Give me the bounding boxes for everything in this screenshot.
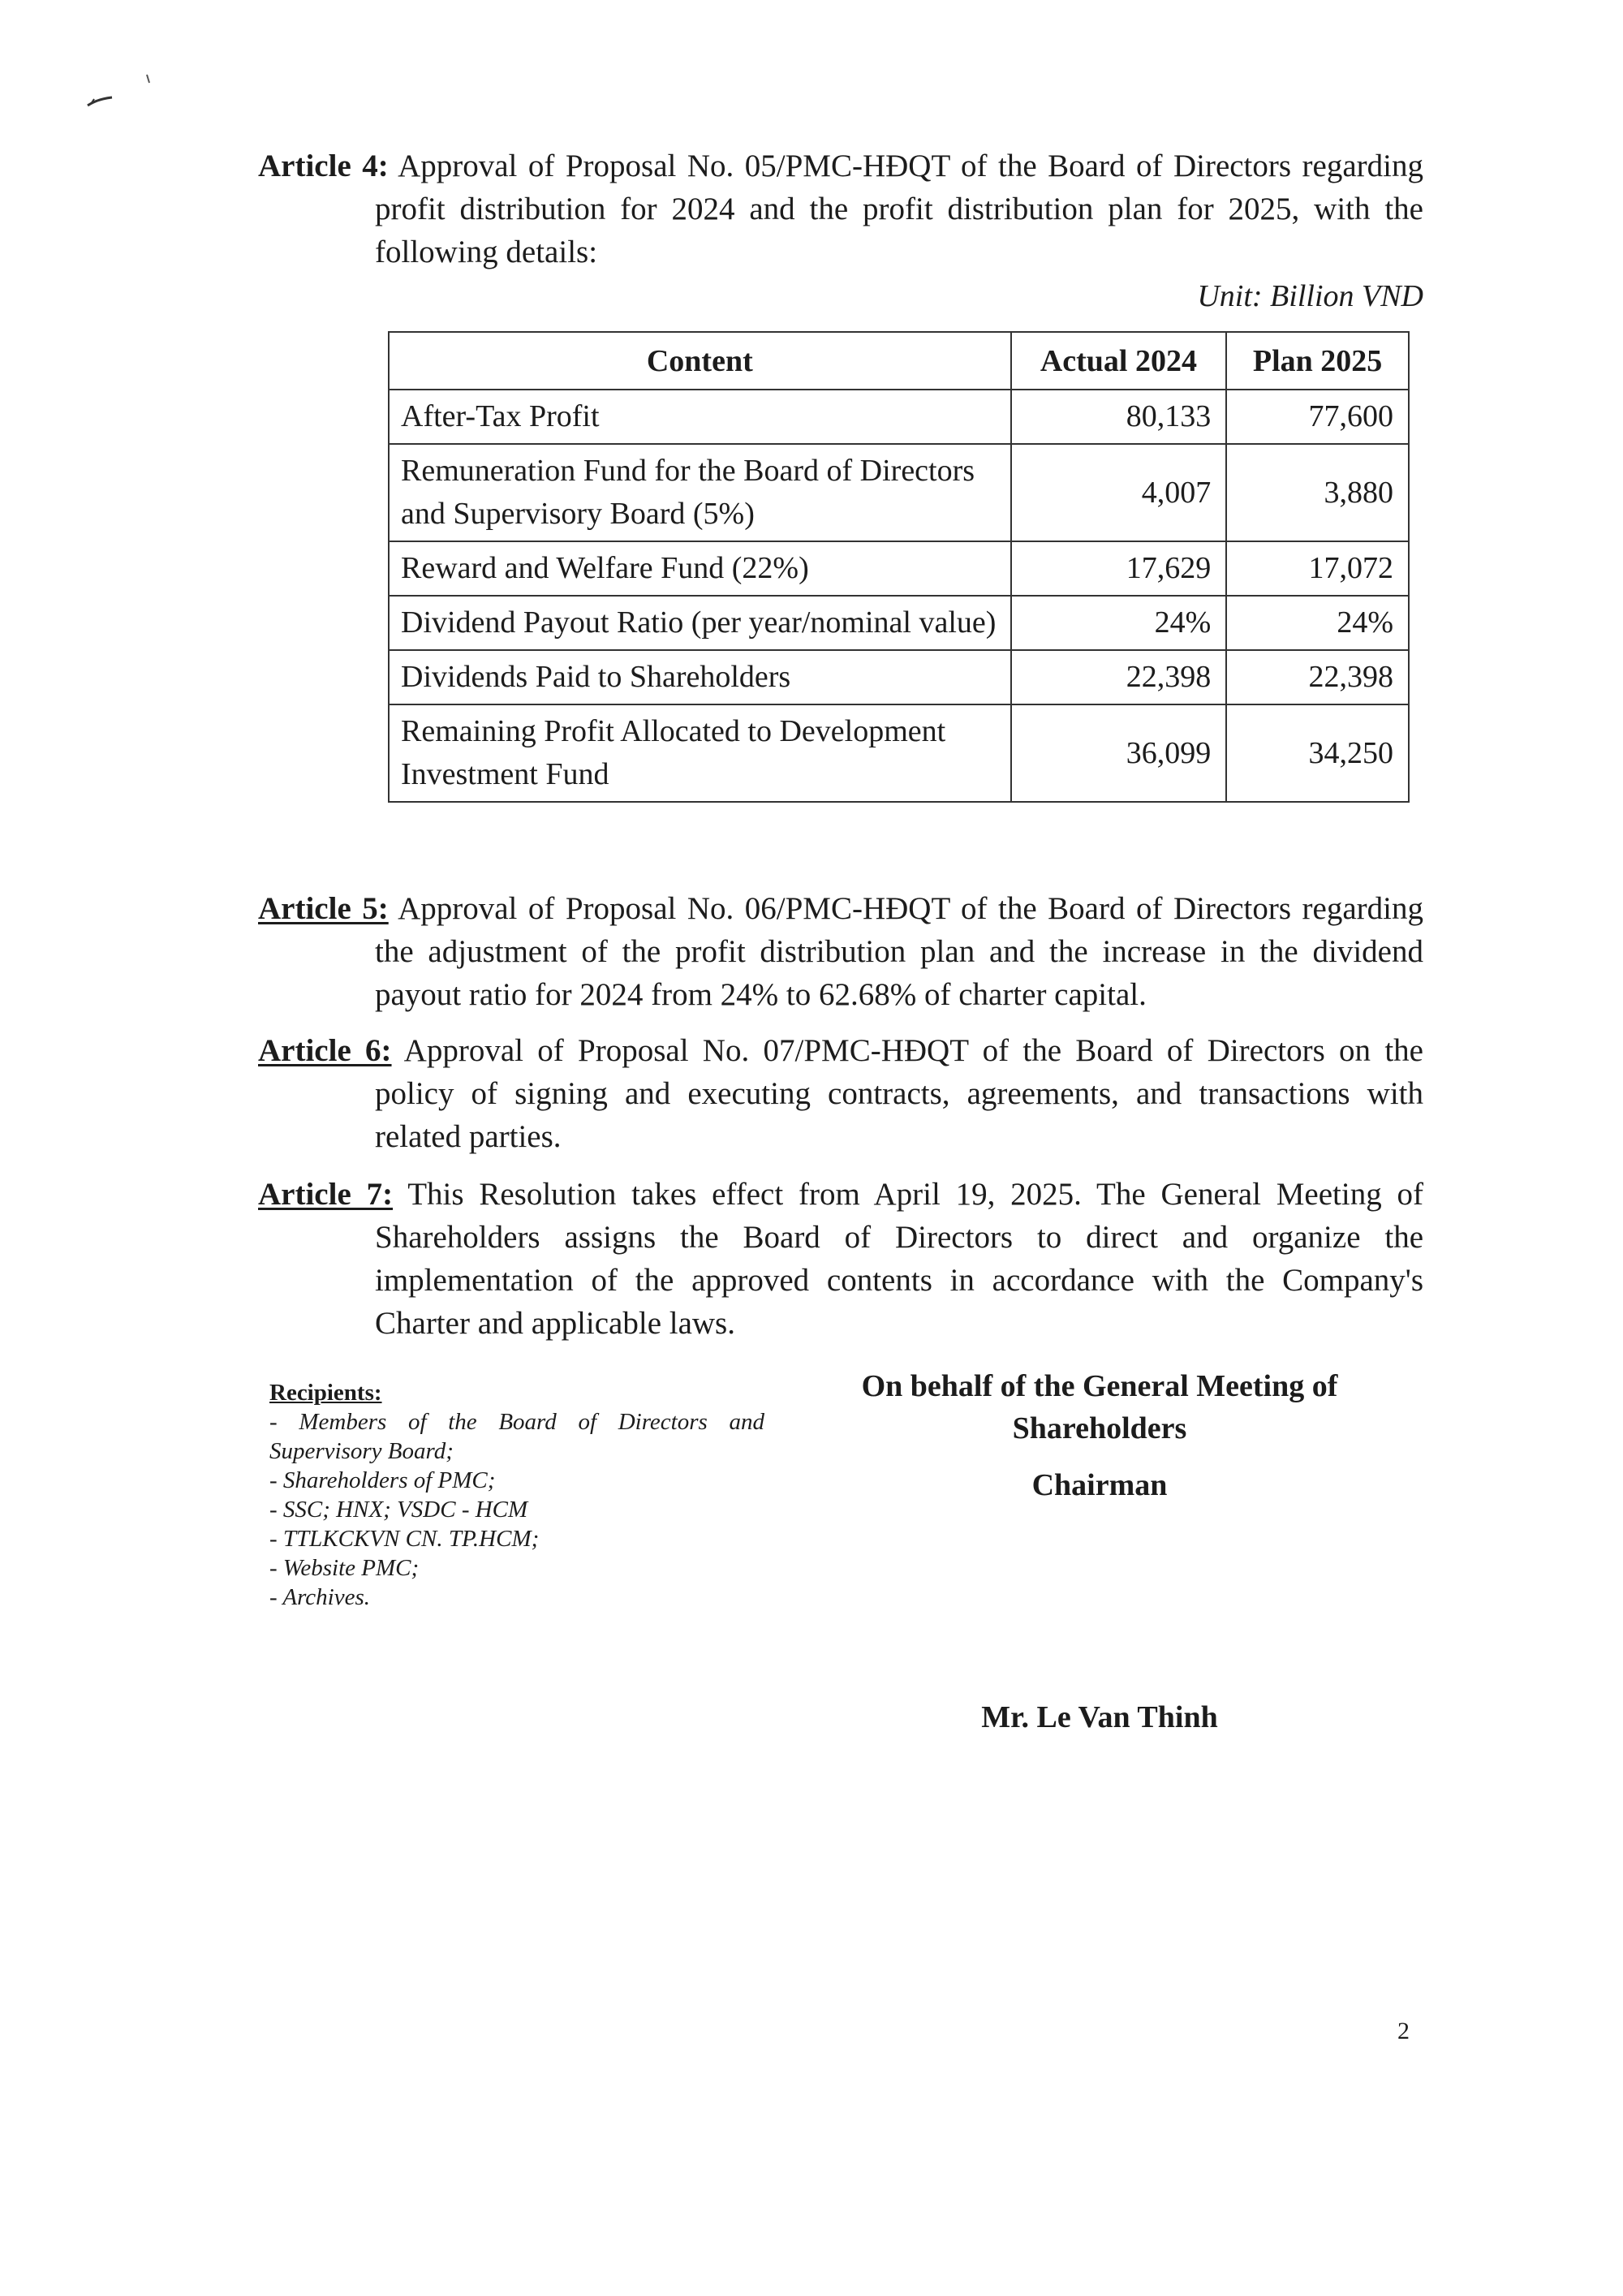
table-row <box>389 444 1409 541</box>
row-actual: 22,398 <box>1011 650 1227 704</box>
article-7 <box>258 1173 1423 1345</box>
article-6-text: Approval of Proposal No. 07/PMC-HĐQT of the Board of Directors on the policy of signing and executing contracts, agreements, and transactions with related parties. <box>375 1033 1423 1154</box>
row-plan: 77,600 <box>1226 390 1409 444</box>
recipients-title: Recipients: <box>269 1380 382 1406</box>
row-plan: 22,398 <box>1226 650 1409 704</box>
article-4 <box>258 144 1423 274</box>
article-7-label: Article 7: <box>258 1177 394 1212</box>
row-content: Dividend Payout Ratio (per year/nominal value) <box>389 596 1011 650</box>
recipient-item: - Shareholders of PMC; <box>269 1467 496 1493</box>
row-actual: 17,629 <box>1011 541 1227 596</box>
table-header-row <box>389 332 1409 390</box>
row-actual: 80,133 <box>1011 390 1227 444</box>
table-row <box>389 650 1409 704</box>
recipients-block <box>269 1378 764 1612</box>
header-actual-2024: Actual 2024 <box>1011 332 1227 390</box>
unit-label: Unit: Billion VND <box>1197 279 1423 313</box>
recipient-item: - Archives. <box>269 1584 371 1610</box>
article-6 <box>258 1029 1423 1158</box>
ink-speck <box>144 73 153 84</box>
article-5-label: Article 5: <box>258 891 389 926</box>
row-plan: 34,250 <box>1226 704 1409 802</box>
row-actual: 36,099 <box>1011 704 1227 802</box>
header-content: Content <box>389 332 1011 390</box>
row-content: Remaining Profit Allocated to Development Investment Fund <box>389 704 1011 802</box>
row-actual: 4,007 <box>1011 444 1227 541</box>
row-actual: 24% <box>1011 596 1227 650</box>
article-7-text: This Resolution takes effect from April 19, 2025. The General Meeting of Shareholders assigns the Board of Directors to direct and organize the implementation of the approved contents in accordance with the Company's Charter and applicable laws. <box>375 1177 1423 1341</box>
recipient-item: - Website PMC; <box>269 1555 420 1581</box>
row-content: Reward and Welfare Fund (22%) <box>389 541 1011 596</box>
row-plan: 3,880 <box>1226 444 1409 541</box>
signatory-name: Mr. Le Van Thinh <box>981 1700 1218 1734</box>
table-row <box>389 596 1409 650</box>
profit-distribution-table <box>388 331 1410 803</box>
pen-mark <box>86 96 114 107</box>
signature-role: Chairman <box>1031 1468 1168 1502</box>
row-content: Remuneration Fund for the Board of Directors and Supervisory Board (5%) <box>389 444 1011 541</box>
article-6-label: Article 6: <box>258 1033 392 1068</box>
header-plan-2025: Plan 2025 <box>1226 332 1409 390</box>
signature-line-2: Shareholders <box>1012 1411 1187 1445</box>
recipient-item: - SSC; HNX; VSDC - HCM <box>269 1497 528 1523</box>
signature-line-1: On behalf of the General Meeting of <box>861 1369 1338 1403</box>
recipient-item: - Members of the Board of Directors and Supervisory Board; <box>269 1409 764 1464</box>
table-row <box>389 390 1409 444</box>
article-5-text: Approval of Proposal No. 06/PMC-HĐQT of the Board of Directors regarding the adjustment of the profit distribution plan and the increase in the dividend payout ratio for 2024 from 24% to 62.68% of charter capital. <box>375 891 1423 1012</box>
article-4-text: Approval of Proposal No. 05/PMC-HĐQT of the Board of Directors regarding profit distribution for 2024 and the profit distribution plan for 2025, with the following details: <box>375 149 1423 269</box>
row-plan: 17,072 <box>1226 541 1409 596</box>
article-5 <box>258 887 1423 1016</box>
recipient-item: - TTLKCKVN CN. TP.HCM; <box>269 1526 540 1552</box>
table-row <box>389 541 1409 596</box>
page-number: 2 <box>1397 2018 1410 2044</box>
row-plan: 24% <box>1226 596 1409 650</box>
article-4-label: Article 4: <box>258 149 389 183</box>
row-content: Dividends Paid to Shareholders <box>389 650 1011 704</box>
table-row <box>389 704 1409 802</box>
row-content: After-Tax Profit <box>389 390 1011 444</box>
